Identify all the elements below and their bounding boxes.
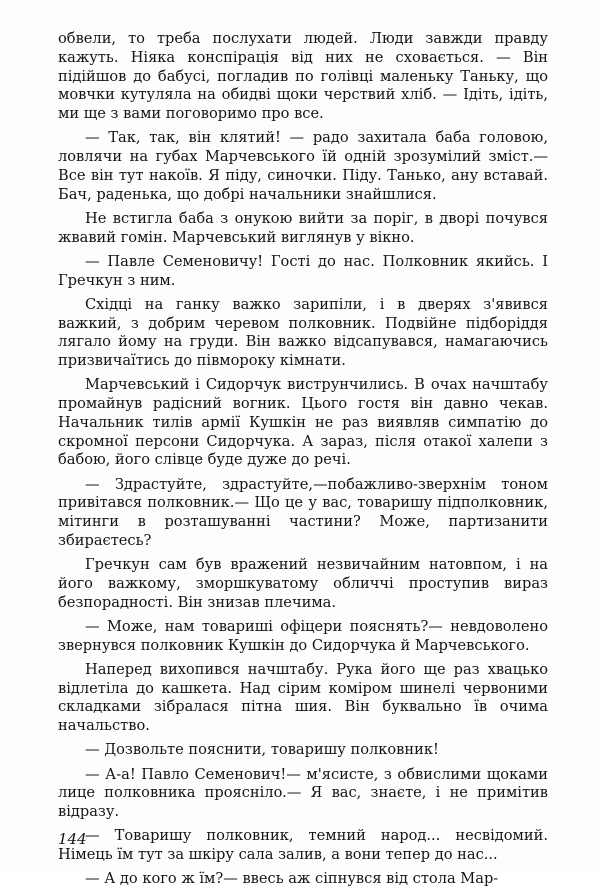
- paragraph: — Товаришу полковник, темний народ... несвідомий. Німець їм тут за шкіру сала залив, а вони тепер до нас...: [58, 827, 548, 863]
- paragraph: — Павле Семеновичу! Гості до нас. Полковник якийсь. І Гречкун з ним.: [58, 252, 548, 289]
- paragraph: — Так, так, він клятий! — радо захитала баба головою, ловлячи на губах Марчевського їй одній зрозумілий зміст.— Все він тут накоїв. Я піду, синочки. Піду. Танько, ану вставай. Бач, раденька, що добрі начальники знайшлися.: [58, 129, 548, 203]
- paragraph: Марчевський і Сидорчук виструнчились. В очах начштабу промайнув радісний вогник. Цього гостя він давно чекав. Начальник тилів армії Кушкін не раз виявляв симпатію до скромної персони Сидорчука. А зараз, після отакої халепи з бабою, його слівце буде дуже до речі.: [58, 376, 548, 469]
- paragraph: Не встигла баба з онукою вийти за поріг, в дворі почувся жвавий гомін. Марчевський виглянув у вікно.: [58, 209, 548, 246]
- paragraph: Наперед вихопився начштабу. Рука його ще раз хвацько відлетіла до кашкета. Над сірим коміром шинелі червоними складками зібралася пітна шия. Він буквально їв очима начальство.: [58, 660, 548, 734]
- body-text: [58, 30, 548, 895]
- page-number: 144: [58, 830, 87, 848]
- paragraph: Східці на ганку важко зарипіли, і в дверях з'явився важкий, з добрим черевом полковник. Подвійне підборіддя лягало йому на груди. Він важко відсапувався, намагаючись призвичаїтись до півмороку кімнати.: [58, 295, 548, 369]
- paragraph: обвели, то треба послухати людей. Люди завжди правду кажуть. Ніяка конспірація від них не сховається. — Він підійшов до бабусі, погладив по голівці маленьку Таньку, що мовчки кутуляла на обидві щоки черствий хліб. — Ідіть, ідіть, ми ще з вами поговоримо про все.: [58, 30, 548, 122]
- paragraph: — Може, нам товариші офіцери пояснять?— невдоволено звернувся полковник Кушкін до Сидорчука й Марчевського.: [58, 617, 548, 654]
- paragraph: Гречкун сам був вражений незвичайним натовпом, і на його важкому, зморшкуватому обличчі проступив вираз безпорадності. Він знизав плечима.: [58, 556, 548, 611]
- paragraph: — Дозвольте пояснити, товаришу полковник!: [85, 741, 439, 759]
- paragraph: — Здрастуйте, здрастуйте,—побажливо-зверхнім тоном привітався полковник.— Що це у вас, товаришу підполковник, мітинги в розташуванні частини? Може, партизанити збираєтесь?: [58, 475, 548, 549]
- paragraph: — А-а! Павло Семенович!— м'ясисте, з обвислими щоками лице полковника прояснілo.— Я вас, знаєте, і не примітив відразу.: [58, 765, 548, 820]
- paragraph: — А до кого ж їм?— ввесь аж сіпнувся від стола Мар-: [85, 870, 499, 888]
